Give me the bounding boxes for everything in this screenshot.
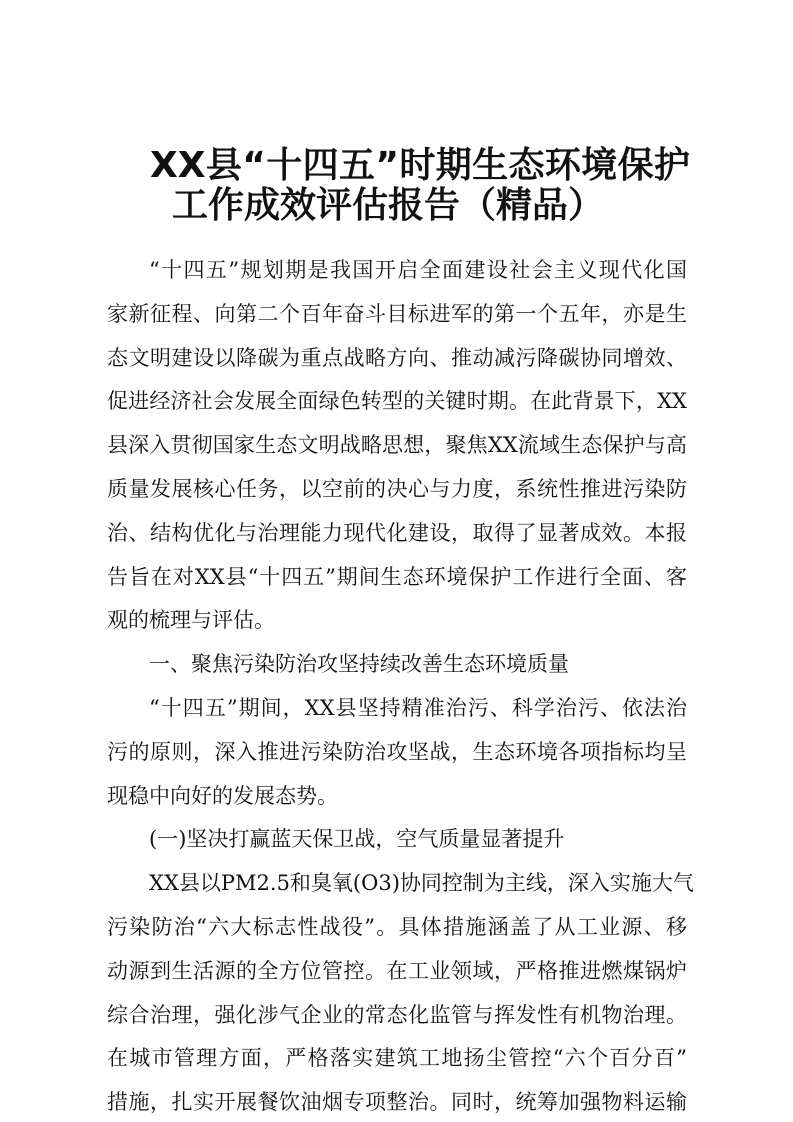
text-line: 综合治理，强化涉气企业的常态化监管与挥发性有机物治理。 [107,1002,687,1027]
text-line: 告旨在对XX县“十四五”期间生态环境保护工作进行全面、客 [107,564,687,589]
text-line: 在城市管理方面，严格落实建筑工地扬尘管控“六个百分百” [107,1046,687,1071]
text-line: XX县以PM2.5和臭氧(O3)协同控制为主线，深入实施大气 [149,871,694,896]
text-line: “十四五”期间，XX县坚持精准治污、科学治污、依法治 [149,696,687,720]
text-line: “十四五”规划期是我国开启全面建设社会主义现代化国 [149,258,687,282]
text-line: 治、结构优化与治理能力现代化建设，取得了显著成效。本报 [107,520,687,545]
text-line: 污的原则，深入推进污染防治攻坚战，生态环境各项指标均呈 [107,739,687,764]
document-title-line-2: 工作成效评估报告（精品） [172,185,605,226]
text-line: 动源到生活源的全方位管控。在工业领域，严格推进燃煤锅炉 [107,958,687,983]
text-line: 污染防治“六大标志性战役”。具体措施涵盖了从工业源、移 [107,915,687,939]
text-line: 县深入贯彻国家生态文明战略思想，聚焦XX流域生态保护与高 [107,433,687,458]
text-line: 现稳中向好的发展态势。 [107,783,338,808]
text-line: 措施，扎实开展餐饮油烟专项整治。同时，统筹加强物料运输 [107,1090,687,1115]
text-line: 观的梳理与评估。 [107,608,275,633]
text-line: 促进经济社会发展全面绿色转型的关键时期。在此背景下，XX [107,389,687,414]
subsection-heading: (一)坚决打赢蓝天保卫战，空气质量显著提升 [149,827,565,852]
text-line: 质量发展核心任务，以空前的决心与力度，系统性推进污染防 [107,477,687,501]
text-line: 态文明建设以降碳为重点战略方向、推动减污降碳协同增效、 [107,345,687,370]
section-heading: 一、聚焦污染防治攻坚持续改善生态环境质量 [149,652,569,677]
document-title-line-1: XX县“十四五”时期生态环境保护 [150,145,690,186]
text-line: 家新征程、向第二个百年奋斗目标进军的第一个五年，亦是生 [107,301,687,326]
